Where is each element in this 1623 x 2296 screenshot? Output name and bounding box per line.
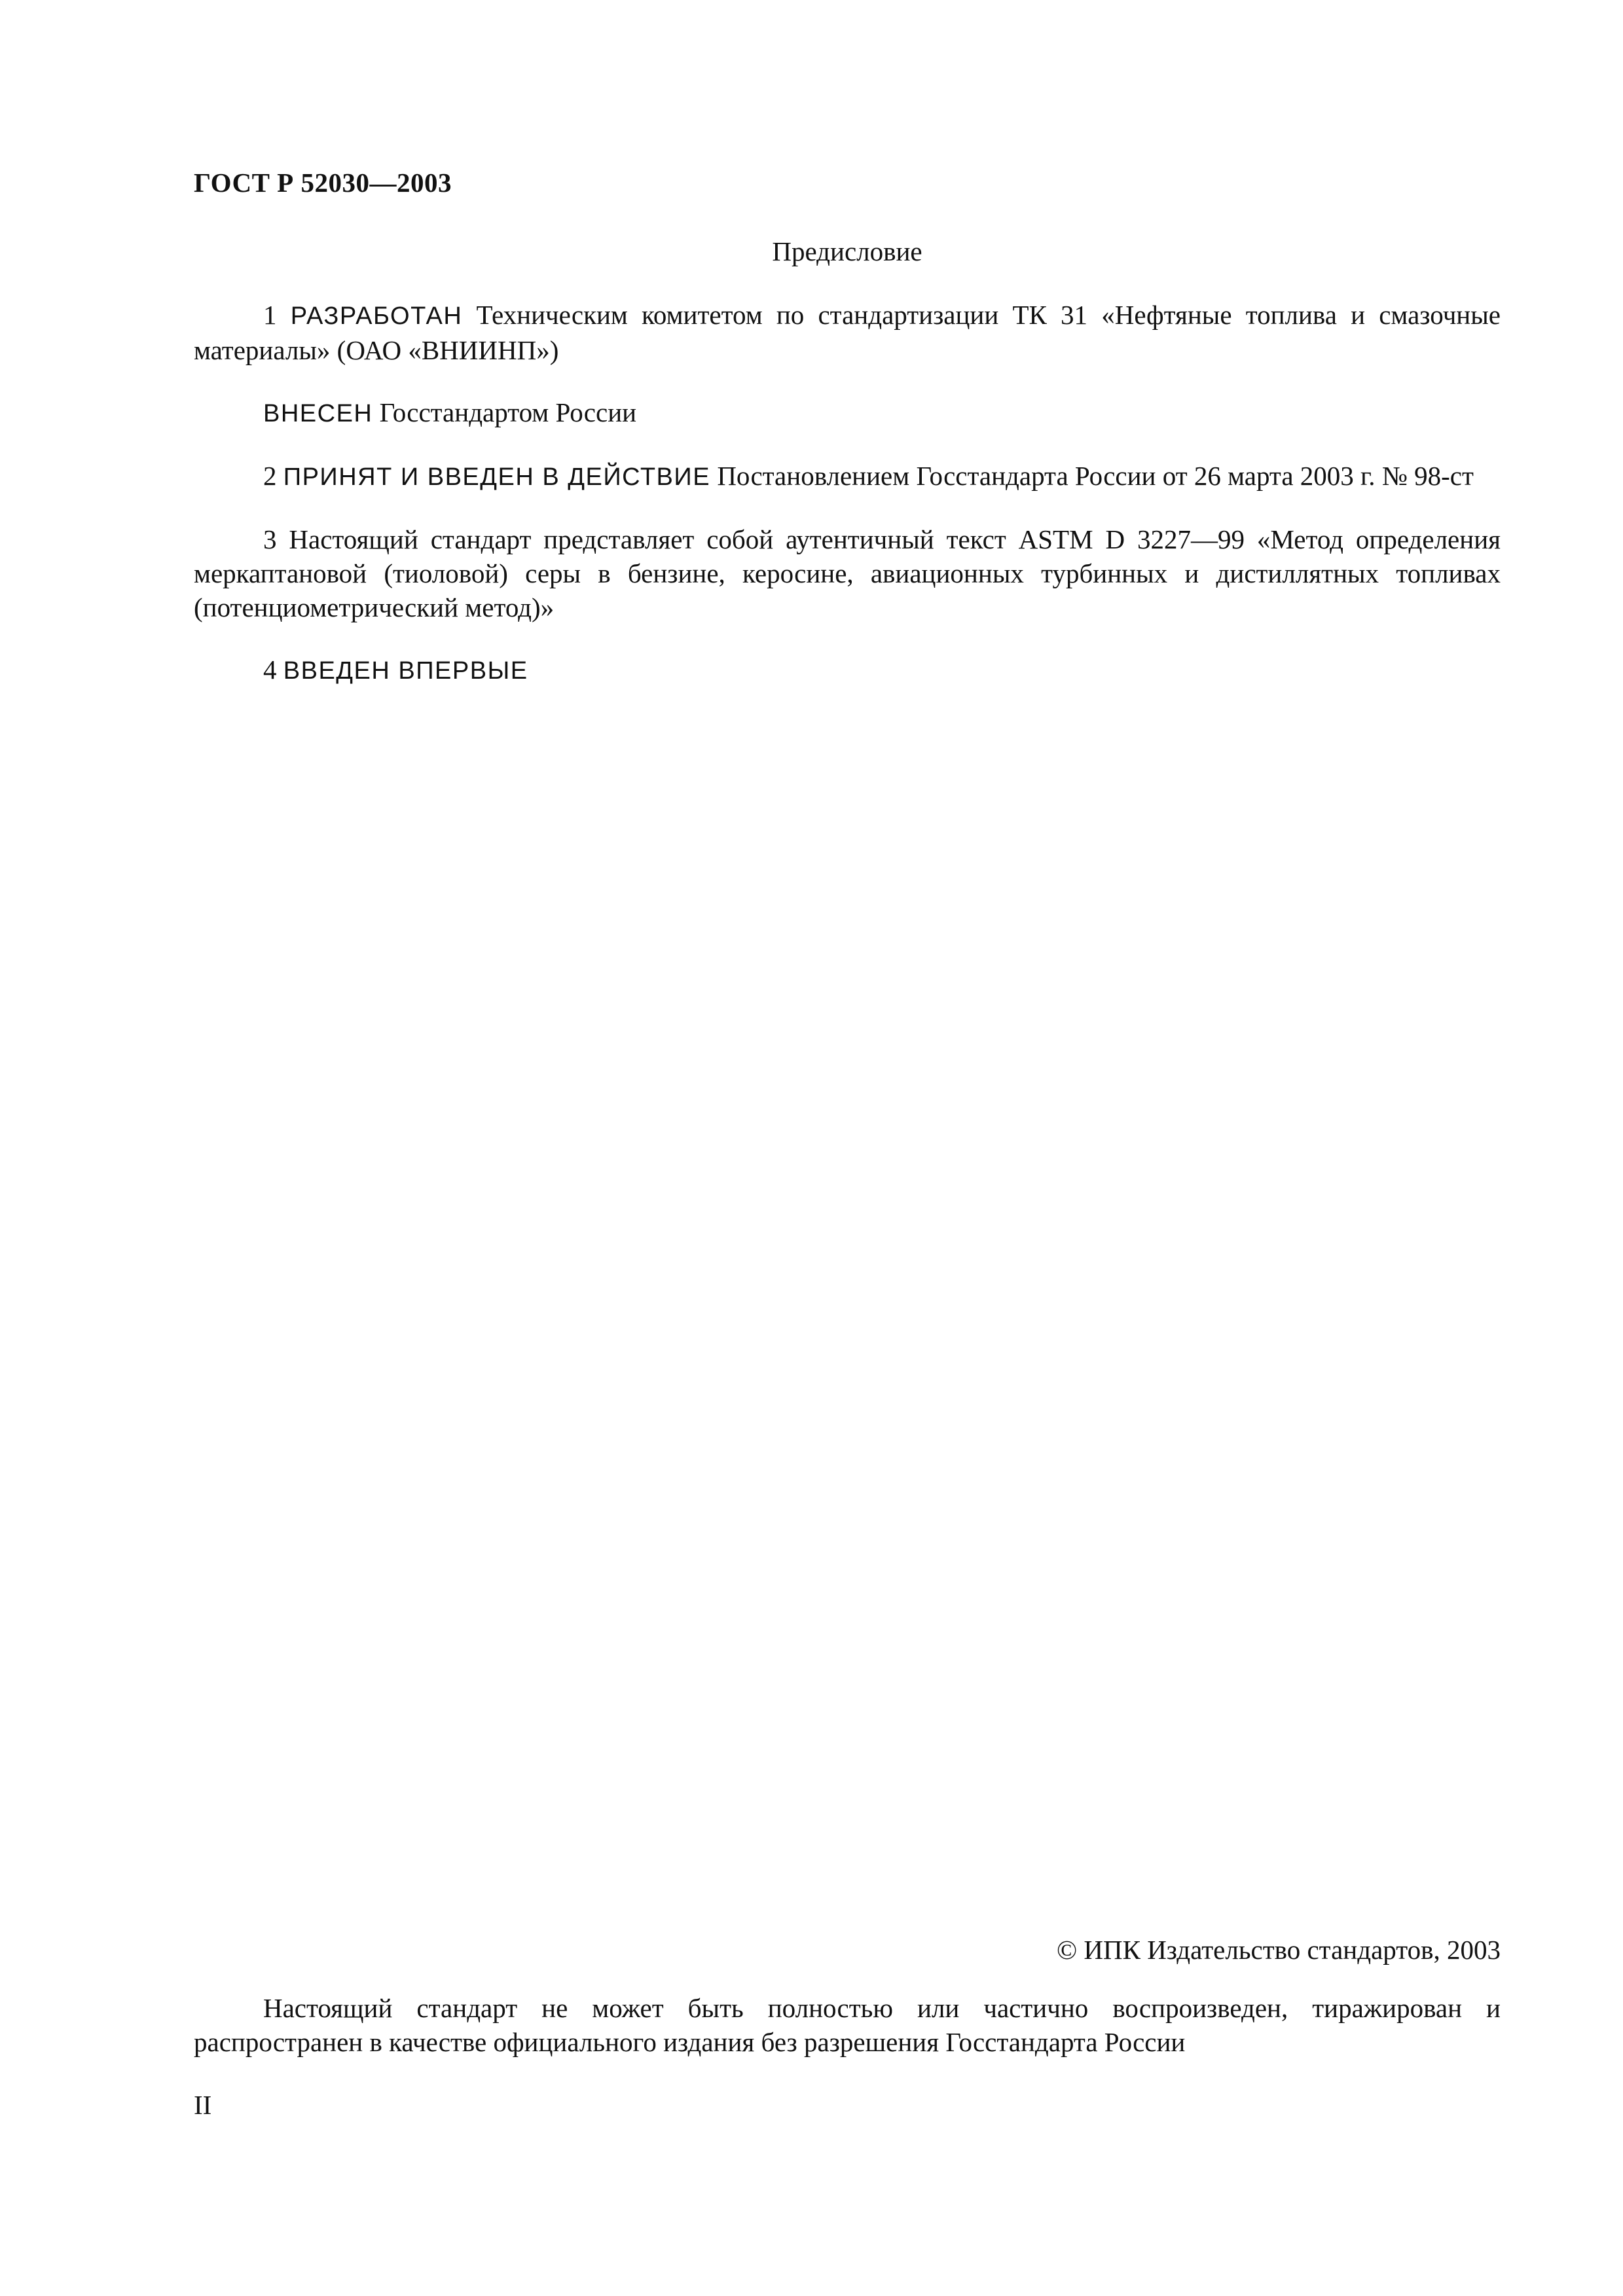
- item-number: 3: [263, 524, 277, 554]
- foreword-title: Предисловие: [772, 236, 922, 266]
- item-text: Постановлением Госстандарта России от 26 марта 2003 г. № 98-ст: [710, 461, 1474, 491]
- foreword-item-4: [194, 653, 1501, 688]
- item-text: Госстандартом России: [373, 397, 637, 427]
- item-number: 1: [263, 300, 277, 330]
- item-number: 4: [263, 655, 277, 685]
- foreword-item-introduced: [194, 395, 1501, 431]
- item-text: Техническим комитетом по стандартизации ТК 31 «Нефтяные топлива и смазочные материалы» (ОАО «ВНИИНП»): [194, 300, 1501, 365]
- item-heading: ПРИНЯТ И ВВЕДЕН В ДЕЙСТВИЕ: [283, 463, 711, 491]
- foreword-body: [194, 298, 1501, 716]
- foreword-item-2: [194, 459, 1501, 494]
- page-number: II: [194, 2090, 212, 2120]
- copyright-line: © ИПК Издательство стандартов, 2003: [1056, 1935, 1501, 1965]
- reproduction-notice: Настоящий стандарт не может быть полностью или частично воспроизведен, тиражирован и распространен в качестве официального издания без разрешения Госстандарта России: [194, 1993, 1501, 2057]
- item-number: 2: [263, 461, 277, 491]
- item-heading: ВВЕДЕН ВПЕРВЫЕ: [283, 657, 528, 685]
- item-heading: РАЗРАБОТАН: [290, 302, 463, 330]
- item-text: Настоящий стандарт представляет собой аутентичный текст ASTM D 3227—99 «Метод определения меркаптановой (тиоловой) серы в бензине, керосине, авиационных турбинных и дистиллятных топливах (потенциометрический метод)»: [194, 524, 1501, 622]
- item-heading: ВНЕСЕН: [263, 400, 373, 427]
- foreword-item-3: [194, 522, 1501, 624]
- foreword-item-1: [194, 298, 1501, 367]
- standard-code: ГОСТ Р 52030—2003: [194, 168, 452, 198]
